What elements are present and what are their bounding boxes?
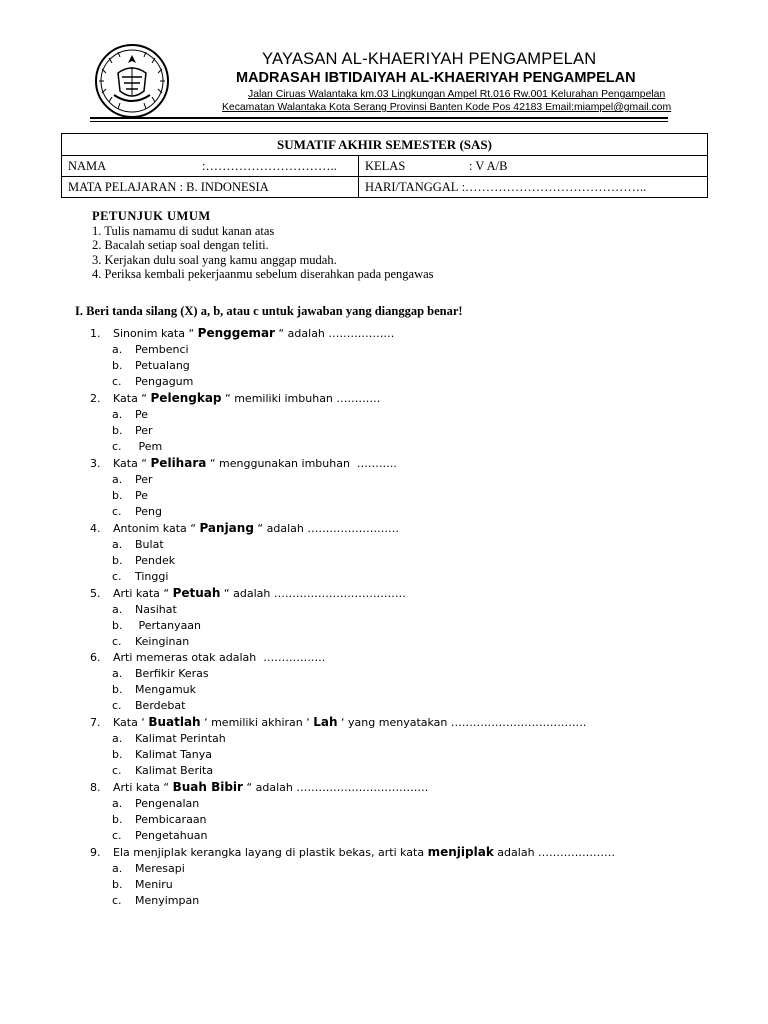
answer-option[interactable] xyxy=(90,569,615,585)
option-letter: b. xyxy=(112,683,123,696)
question-text: Antonim kata “ xyxy=(113,522,200,535)
option-text: Per xyxy=(135,424,153,437)
option-letter: a. xyxy=(112,732,123,745)
question-text: Kata “ xyxy=(113,457,151,470)
answer-option[interactable] xyxy=(90,828,615,844)
question-text: adalah ………………… xyxy=(493,846,616,859)
option-text: Petualang xyxy=(135,359,190,372)
question-text: “ adalah ……………… xyxy=(274,327,395,340)
question-keyword: Buah Bibir xyxy=(172,780,243,794)
question-number: 3. xyxy=(90,457,101,470)
kelas-cell[interactable] xyxy=(359,156,708,177)
answer-option[interactable] xyxy=(90,618,615,634)
question-item xyxy=(90,455,615,472)
hari-value: :…………………………………….. xyxy=(461,179,647,194)
option-text: Pem xyxy=(135,440,163,453)
question-item xyxy=(90,520,615,537)
answer-option[interactable] xyxy=(90,553,615,569)
option-text: Tinggi xyxy=(135,570,169,583)
option-text: Mengamuk xyxy=(135,683,197,696)
option-text: Pembenci xyxy=(135,343,189,356)
option-letter: b. xyxy=(112,424,123,437)
section-title: I. Beri tanda silang (X) a, b, atau c untuk jawaban yang dianggap benar! xyxy=(75,304,463,318)
option-text: Berfikir Keras xyxy=(135,667,209,680)
question-item xyxy=(90,650,615,666)
option-text: Berdebat xyxy=(135,699,186,712)
address-line-1: Jalan Ciruas Walantaka km.03 Lingkungan Ampel Rt.016 Rw.001 Kelurahan Pengampelan xyxy=(248,89,666,100)
option-letter: a. xyxy=(112,797,123,810)
answer-option[interactable] xyxy=(90,893,615,909)
question-keyword: Panjang xyxy=(199,521,254,535)
option-letter: c. xyxy=(112,375,122,388)
answer-option[interactable] xyxy=(90,407,615,423)
option-text: Menyimpan xyxy=(135,894,200,907)
answer-option[interactable] xyxy=(90,342,615,358)
instruction-item: 4. Periksa kembali pekerjaanmu sebelum diserahkan pada pengawas xyxy=(92,267,434,281)
question-text: Kata ‘ xyxy=(113,716,149,729)
option-letter: b. xyxy=(112,489,123,502)
question-number: 1. xyxy=(90,327,101,340)
answer-option[interactable] xyxy=(90,861,615,877)
option-letter: b. xyxy=(112,813,123,826)
question-item xyxy=(90,390,615,407)
option-letter: c. xyxy=(112,829,122,842)
option-letter: a. xyxy=(112,667,123,680)
option-text: Pe xyxy=(135,489,149,502)
header-rule-thick xyxy=(90,117,668,119)
option-letter: b. xyxy=(112,878,123,891)
question-item xyxy=(90,585,615,602)
option-letter: a. xyxy=(112,343,123,356)
answer-option[interactable] xyxy=(90,698,615,714)
question-keyword: Pelengkap xyxy=(150,391,222,405)
option-letter: b. xyxy=(112,554,123,567)
question-keyword: Petuah xyxy=(172,586,221,600)
answer-option[interactable] xyxy=(90,634,615,650)
question-number: 6. xyxy=(90,651,101,664)
question-item xyxy=(90,844,615,861)
option-letter: c. xyxy=(112,764,122,777)
option-text: Pe xyxy=(135,408,149,421)
question-text: “ memiliki imbuhan ………… xyxy=(221,392,381,405)
nama-value: :………………………….. xyxy=(202,158,337,173)
option-letter: a. xyxy=(112,538,123,551)
question-item xyxy=(90,714,615,731)
instruction-item: 3. Kerjakan dulu soal yang kamu anggap mudah. xyxy=(92,252,337,267)
mapel-value: : B. INDONESIA xyxy=(179,179,269,194)
option-letter: c. xyxy=(112,635,122,648)
kelas-value: : V A/B xyxy=(469,158,508,173)
answer-option[interactable] xyxy=(90,358,615,374)
answer-option[interactable] xyxy=(90,666,615,682)
option-text: Meresapi xyxy=(135,862,185,875)
option-text: Pengagum xyxy=(135,375,194,388)
option-text: Meniru xyxy=(135,878,173,891)
option-text: Nasihat xyxy=(135,603,177,616)
mapel-label: MATA PELAJARAN xyxy=(68,179,177,194)
option-text: Pendek xyxy=(135,554,176,567)
question-text: Ela menjiplak kerangka layang di plastik bekas, arti kata xyxy=(113,846,428,859)
option-text: Kalimat Berita xyxy=(135,764,214,777)
school-emblem-icon xyxy=(94,43,170,119)
nama-label: NAMA xyxy=(68,158,107,173)
question-text: “ adalah ……………………………… xyxy=(242,781,429,794)
question-text: ‘ yang menyatakan ………………………………. xyxy=(337,716,587,729)
question-keyword: Penggemar xyxy=(197,326,275,340)
option-text: Per xyxy=(135,473,153,486)
question-keyword: Buatlah xyxy=(148,715,201,729)
question-number: 8. xyxy=(90,781,101,794)
address-line-2: Kecamatan Walantaka Kota Serang Provinsi Banten Kode Pos 42183 Email:miampel@gmail.com xyxy=(222,102,672,113)
question-keyword: menjiplak xyxy=(427,845,494,859)
option-letter: c. xyxy=(112,505,122,518)
answer-option[interactable] xyxy=(90,537,615,553)
nama-cell[interactable] xyxy=(62,156,359,177)
option-letter: a. xyxy=(112,408,123,421)
question-number: 4. xyxy=(90,522,101,535)
question-keyword: Lah xyxy=(313,715,338,729)
question-text: Arti kata “ xyxy=(113,587,173,600)
answer-option[interactable] xyxy=(90,472,615,488)
instruction-item: 1. Tulis namamu di sudut kanan atas xyxy=(92,223,275,238)
option-letter: c. xyxy=(112,570,122,583)
option-letter: c. xyxy=(112,699,122,712)
answer-option[interactable] xyxy=(90,602,615,618)
option-text: Pembicaraan xyxy=(135,813,207,826)
answer-option[interactable] xyxy=(90,747,615,763)
option-text: Pertanyaan xyxy=(135,619,202,632)
question-number: 2. xyxy=(90,392,101,405)
option-text: Kalimat Tanya xyxy=(135,748,212,761)
option-letter: c. xyxy=(112,894,122,907)
question-item xyxy=(90,325,615,342)
instructions-heading: PETUNJUK UMUM xyxy=(92,209,211,223)
question-text: ‘ memiliki akhiran ‘ xyxy=(200,716,314,729)
option-letter: a. xyxy=(112,862,123,875)
answer-option[interactable] xyxy=(90,731,615,747)
org-name: YAYASAN AL-KHAERIYAH PENGAMPELAN xyxy=(262,50,597,68)
answer-option[interactable] xyxy=(90,877,615,893)
exam-title: SUMATIF AKHIR SEMESTER (SAS) xyxy=(62,134,708,156)
general-instructions xyxy=(92,209,434,282)
answer-option[interactable] xyxy=(90,812,615,828)
option-letter: b. xyxy=(112,619,123,632)
option-text: Pengenalan xyxy=(135,797,200,810)
question-text: “ menggunakan imbuhan ……….. xyxy=(206,457,397,470)
question-text: Sinonim kata “ xyxy=(113,327,198,340)
question-number: 9. xyxy=(90,846,101,859)
question-item xyxy=(90,779,615,796)
question-text: Arti memeras otak adalah …………….. xyxy=(113,651,326,664)
header-rule-thin xyxy=(90,121,668,122)
question-text: “ adalah ……………………. xyxy=(253,522,399,535)
question-list xyxy=(90,325,615,909)
option-text: Kalimat Perintah xyxy=(135,732,226,745)
question-text: Arti kata “ xyxy=(113,781,173,794)
option-letter: b. xyxy=(112,359,123,372)
answer-option[interactable] xyxy=(90,488,615,504)
option-letter: b. xyxy=(112,748,123,761)
question-number: 5. xyxy=(90,587,101,600)
option-letter: c. xyxy=(112,440,122,453)
option-text: Bulat xyxy=(135,538,164,551)
instruction-item: 2. Bacalah setiap soal dengan teliti. xyxy=(92,238,269,252)
question-number: 7. xyxy=(90,716,101,729)
hari-cell[interactable] xyxy=(359,177,708,198)
answer-option[interactable] xyxy=(90,423,615,439)
answer-option[interactable] xyxy=(90,682,615,698)
option-text: Pengetahuan xyxy=(135,829,208,842)
option-text: Keinginan xyxy=(135,635,190,648)
mapel-cell xyxy=(62,177,359,198)
question-text: Kata “ xyxy=(113,392,151,405)
hari-label: HARI/TANGGAL xyxy=(365,179,459,194)
kelas-label: KELAS xyxy=(365,158,406,173)
option-letter: a. xyxy=(112,473,123,486)
question-text: “ adalah ……………………………… xyxy=(220,587,406,600)
option-text: Peng xyxy=(135,505,162,518)
answer-option[interactable] xyxy=(90,796,615,812)
school-name: MADRASAH IBTIDAIYAH AL-KHAERIYAH PENGAMPELAN xyxy=(236,70,636,86)
answer-option[interactable] xyxy=(90,439,615,455)
question-keyword: Pelihara xyxy=(150,456,207,470)
answer-option[interactable] xyxy=(90,763,615,779)
answer-option[interactable] xyxy=(90,374,615,390)
option-letter: a. xyxy=(112,603,123,616)
answer-option[interactable] xyxy=(90,504,615,520)
student-info-table xyxy=(61,133,708,198)
